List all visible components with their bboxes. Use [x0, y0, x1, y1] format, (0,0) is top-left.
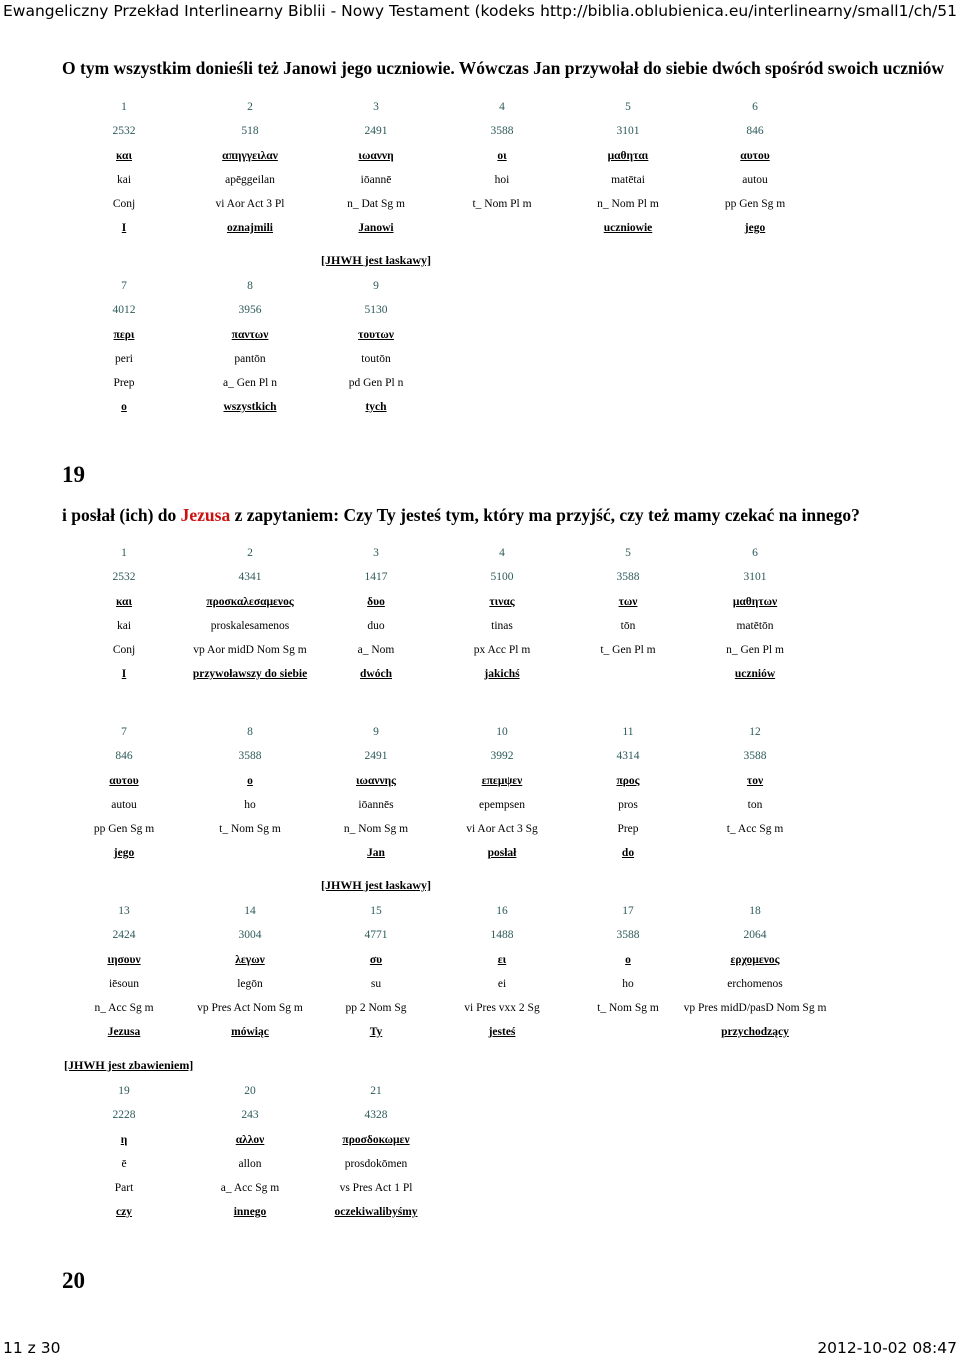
name-meaning-note[interactable]: [JHWH jest łaskawy] [321, 878, 431, 892]
polish-translation[interactable]: jakichś [484, 668, 520, 680]
word-number: 2 [247, 101, 253, 113]
greek-word[interactable]: ιωαννης [355, 775, 397, 787]
word-number: 15 [370, 905, 382, 917]
polish-translation[interactable]: do [621, 847, 635, 859]
polish-translation[interactable]: przywoławszy do siebie [192, 668, 308, 680]
strong-number: 3588 [490, 125, 514, 137]
greek-word[interactable]: τινας [489, 596, 515, 608]
strong-number: 846 [115, 750, 133, 762]
greek-word[interactable]: αλλον [235, 1134, 265, 1146]
morphology: vi Pres vxx 2 Sg [464, 1002, 540, 1014]
polish-translation[interactable]: mówiąc [231, 1026, 269, 1038]
polish-translation[interactable]: oczekiwalibyśmy [334, 1206, 418, 1218]
greek-word[interactable]: προσκαλεσαμενος [206, 596, 294, 608]
highlighted-name: Jezusa [180, 505, 231, 525]
transliteration: iōannēs [358, 799, 394, 811]
word-number: 3 [373, 101, 379, 113]
word-number: 12 [749, 726, 761, 738]
transliteration: kai [116, 620, 132, 632]
print-timestamp: 2012-10-02 08:47 [817, 1339, 957, 1357]
morphology: t_ Gen Pl m [600, 644, 656, 656]
transliteration: matētai [611, 174, 645, 186]
word-number: 5 [625, 547, 631, 559]
transliteration: iēsoun [108, 978, 140, 990]
word-number: 7 [121, 726, 127, 738]
morphology: vi Aor Act 3 Sg [466, 823, 538, 835]
verse-19-translation [62, 505, 860, 526]
greek-word[interactable]: συ [369, 954, 383, 966]
page-footer [0, 1338, 960, 1357]
word-number: 2 [247, 547, 253, 559]
greek-word[interactable]: επεμψεν [481, 775, 523, 787]
morphology: vp Pres Act Nom Sg m [197, 1002, 303, 1014]
greek-word[interactable]: ο [625, 954, 631, 966]
strong-number: 3992 [490, 750, 514, 762]
polish-translation[interactable]: wszystkich [223, 401, 277, 413]
name-meaning-note[interactable]: [JHWH jest łaskawy] [321, 253, 431, 267]
word-number: 21 [370, 1085, 382, 1097]
strong-number: 3588 [743, 750, 767, 762]
word-number: 18 [749, 905, 761, 917]
greek-word[interactable]: ει [497, 954, 507, 966]
word-number: 9 [373, 726, 379, 738]
word-number: 11 [622, 726, 634, 738]
word-number: 13 [118, 905, 130, 917]
strong-number: 2491 [364, 750, 388, 762]
transliteration: pros [618, 799, 638, 811]
greek-word[interactable]: ο [247, 775, 253, 787]
polish-translation[interactable]: innego [233, 1206, 267, 1218]
strong-number: 4012 [112, 304, 136, 316]
word-number: 8 [247, 726, 253, 738]
greek-word[interactable]: και [115, 150, 133, 162]
transliteration: iōannē [360, 174, 392, 186]
verse-19-number: 19 [62, 462, 85, 487]
transliteration: su [370, 978, 382, 990]
word-number: 20 [244, 1085, 256, 1097]
page-header [0, 0, 960, 24]
morphology: t_ Nom Sg m [219, 823, 281, 835]
transliteration: proskalesamenos [210, 620, 290, 632]
word-number: 19 [118, 1085, 130, 1097]
morphology: n_ Nom Sg m [343, 823, 409, 835]
strong-number: 3588 [238, 750, 262, 762]
polish-translation[interactable]: tych [365, 401, 387, 413]
word-number: 4 [499, 101, 505, 113]
sentence-part: z zapytaniem: Czy Ty jesteś tym, który ma przyjść, czy też mamy czekać na innego? [230, 505, 860, 525]
morphology: vp Aor midD Nom Sg m [193, 644, 307, 656]
polish-translation[interactable]: uczniowie [603, 222, 653, 234]
strong-number: 2228 [112, 1109, 136, 1121]
polish-translation[interactable]: o [121, 401, 127, 413]
greek-word[interactable]: προς [616, 775, 640, 787]
strong-number: 1488 [490, 929, 514, 941]
greek-word[interactable]: μαθηται [607, 150, 649, 162]
transliteration: prosdokōmen [344, 1158, 408, 1170]
strong-number: 3588 [616, 571, 640, 583]
polish-translation[interactable]: czy [116, 1206, 132, 1218]
polish-translation[interactable]: jesteś [488, 1026, 516, 1038]
transliteration: autou [742, 174, 768, 186]
strong-number: 2424 [112, 929, 136, 941]
page-counter: 11 z 30 [3, 1339, 61, 1357]
morphology: t_ Nom Sg m [597, 1002, 659, 1014]
morphology: a_ Acc Sg m [220, 1182, 280, 1194]
strong-number: 3004 [238, 929, 262, 941]
transliteration: tōn [620, 620, 636, 632]
greek-word[interactable]: ιωαννη [358, 150, 394, 162]
polish-translation[interactable]: uczniów [734, 668, 776, 680]
morphology: vp Pres midD/pasD Nom Sg m [683, 1002, 827, 1014]
morphology: a_ Nom [357, 644, 395, 656]
morphology: pp Gen Sg m [724, 198, 786, 210]
greek-word[interactable]: οι [497, 150, 507, 162]
greek-word[interactable]: τουτων [358, 329, 394, 341]
polish-translation[interactable]: oznajmili [227, 222, 273, 234]
morphology: n_ Dat Sg m [347, 198, 405, 210]
morphology: pp 2 Nom Sg [345, 1002, 407, 1014]
word-number: 1 [121, 101, 127, 113]
strong-number: 4341 [238, 571, 262, 583]
strong-number: 846 [746, 125, 764, 137]
morphology: Prep [113, 377, 135, 389]
transliteration: autou [111, 799, 137, 811]
transliteration: allon [238, 1158, 262, 1170]
transliteration: ho [622, 978, 634, 990]
word-number: 6 [752, 547, 758, 559]
document-title: Ewangeliczny Przekład Interlinearny Biblii - Nowy Testament (kodeks ... [3, 2, 555, 20]
polish-translation[interactable]: jego [744, 222, 766, 234]
name-meaning-note[interactable]: [JHWH jest zbawieniem] [64, 1058, 194, 1072]
word-number: 3 [373, 547, 379, 559]
word-number: 14 [244, 905, 256, 917]
strong-number: 3588 [616, 929, 640, 941]
greek-word[interactable]: των [618, 596, 638, 608]
strong-number: 1417 [364, 571, 388, 583]
morphology: pp Gen Sg m [93, 823, 155, 835]
morphology: Conj [112, 644, 136, 656]
strong-number: 3956 [238, 304, 262, 316]
polish-translation[interactable]: Ty [369, 1026, 383, 1038]
polish-translation[interactable]: I [121, 222, 127, 234]
morphology: n_ Gen Pl m [726, 644, 784, 656]
word-number: 7 [121, 280, 127, 292]
greek-word[interactable]: η [120, 1134, 128, 1146]
transliteration: ho [244, 799, 256, 811]
strong-number: 2532 [112, 571, 136, 583]
morphology: pd Gen Pl n [348, 377, 404, 389]
morphology: vi Aor Act 3 Pl [215, 198, 285, 210]
strong-number: 2491 [364, 125, 388, 137]
morphology: px Acc Pl m [473, 644, 531, 656]
strong-number: 3101 [616, 125, 640, 137]
polish-translation[interactable]: I [121, 668, 127, 680]
greek-word[interactable]: τον [746, 775, 764, 787]
polish-translation[interactable]: Janowi [358, 222, 394, 234]
morphology: Conj [112, 198, 136, 210]
word-number: 9 [373, 280, 379, 292]
greek-word[interactable]: και [115, 596, 133, 608]
verse-20-number: 20 [62, 1268, 85, 1293]
page-url[interactable]: http://biblia.oblubienica.eu/interlinearny/small1/ch/51 [540, 2, 957, 20]
greek-word[interactable]: αυτου [740, 150, 770, 162]
morphology: a_ Gen Pl n [223, 377, 277, 389]
strong-number: 243 [241, 1109, 259, 1121]
polish-translation[interactable]: Jan [367, 847, 385, 859]
word-number: 5 [625, 101, 631, 113]
sentence-part: i posłał (ich) do [62, 505, 181, 525]
morphology: t_ Nom Pl m [472, 198, 532, 210]
transliteration: pantōn [234, 353, 266, 365]
transliteration: ē [121, 1158, 127, 1170]
transliteration: kai [116, 174, 132, 186]
word-number: 8 [247, 280, 253, 292]
polish-translation[interactable]: przychodzący [721, 1026, 789, 1038]
word-number: 17 [622, 905, 634, 917]
morphology: n_ Nom Pl m [597, 198, 659, 210]
word-number: 4 [499, 547, 505, 559]
greek-word[interactable]: μαθητων [732, 596, 778, 608]
transliteration: ton [747, 799, 763, 811]
greek-word[interactable]: αυτου [109, 775, 139, 787]
word-number: 10 [496, 726, 508, 738]
transliteration: peri [115, 353, 133, 365]
word-number: 16 [496, 905, 508, 917]
verse-18-translation: O tym wszystkim donieśli też Janowi jego uczniowie. Wówczas Jan przywołał do siebie dwóch spośród swoich uczniów [62, 58, 944, 78]
morphology: t_ Acc Sg m [726, 823, 784, 835]
polish-translation[interactable]: Jezusa [107, 1026, 141, 1038]
transliteration: hoi [494, 174, 510, 186]
greek-word[interactable]: απηγγειλαν [222, 150, 278, 162]
polish-translation[interactable]: jego [113, 847, 135, 859]
greek-word[interactable]: περι [113, 329, 135, 341]
transliteration: apēggeilan [225, 174, 275, 186]
transliteration: matētōn [736, 620, 774, 632]
strong-number: 4328 [364, 1109, 388, 1121]
strong-number: 3101 [743, 571, 767, 583]
greek-word[interactable]: δυο [367, 596, 385, 608]
transliteration: erchomenos [727, 978, 783, 990]
transliteration: epempsen [479, 799, 525, 811]
transliteration: duo [367, 620, 385, 632]
morphology: Part [114, 1182, 134, 1194]
word-number: 1 [121, 547, 127, 559]
transliteration: toutōn [361, 353, 391, 365]
strong-number: 5130 [364, 304, 388, 316]
morphology: vs Pres Act 1 Pl [339, 1182, 413, 1194]
greek-word[interactable]: προσδοκωμεν [342, 1134, 410, 1146]
greek-word[interactable]: λεγων [235, 954, 265, 966]
greek-word[interactable]: παντων [231, 329, 269, 341]
transliteration: tinas [491, 620, 513, 632]
word-number: 6 [752, 101, 758, 113]
strong-number: 4771 [364, 929, 388, 941]
strong-number: 2064 [743, 929, 767, 941]
polish-translation[interactable]: dwóch [360, 668, 392, 680]
strong-number: 518 [241, 125, 259, 137]
morphology: n_ Acc Sg m [94, 1002, 154, 1014]
transliteration: ei [497, 978, 507, 990]
morphology: Prep [617, 823, 639, 835]
strong-number: 4314 [616, 750, 640, 762]
strong-number: 5100 [490, 571, 514, 583]
greek-word[interactable]: ερχομενος [730, 954, 780, 966]
transliteration: legōn [237, 978, 263, 990]
polish-translation[interactable]: posłał [487, 847, 517, 859]
strong-number: 2532 [112, 125, 136, 137]
greek-word[interactable]: ιησουν [107, 954, 141, 966]
